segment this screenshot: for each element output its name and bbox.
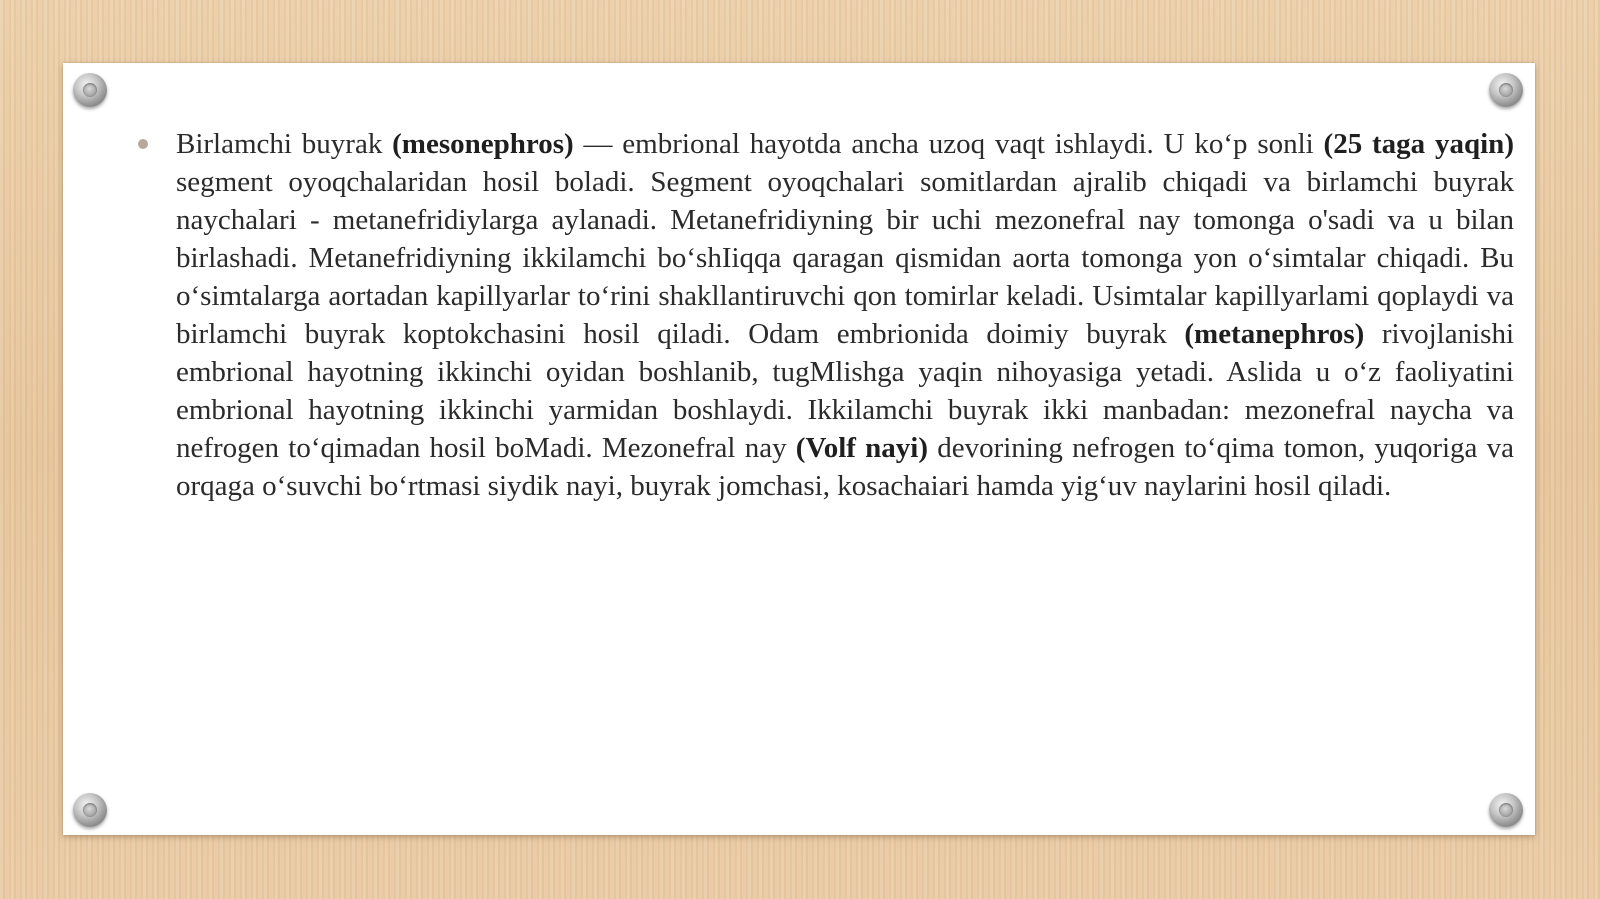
bold-term-volf-nayi: (Volf nayi) (795, 432, 928, 464)
text-segment: rivojlanishi embrional hayotning ikkinchi oyidan boshlanib, tugMlishga yaqin nihoyasiga yetadi. Aslida u o‘z faoliyatini embrional hayotning ikkinchi yarmidan boshlaydi. Ikkilamchi buyrak ikki manbadan: mezonefral naycha va nefrogen to‘qimadan hosil boMadi. Mezonefral nay (176, 318, 1514, 464)
slide-content (176, 125, 1514, 505)
text-segment: devorining nefrogen to‘qima tomon, yuqoriga va orqaga o‘suvchi bo‘rtmasi siydik nayi, buyrak jomchasi, kosachaiari hamda yig‘uv naylarini hosil qiladi. (176, 432, 1514, 502)
text-segment: — embrional hayotda ancha uzoq vaqt ishlaydi. U ko‘p sonli (573, 128, 1324, 160)
bold-term-mesonephros: (mesonephros) (392, 128, 574, 160)
bullet-icon (138, 139, 148, 149)
bold-term-metanephros: (metanephros) (1184, 318, 1365, 350)
bullet-paragraph (176, 125, 1514, 505)
pin-icon-top-left (73, 73, 107, 107)
slide-card (63, 63, 1535, 835)
pin-icon-bottom-right (1489, 793, 1523, 827)
text-segment: Birlamchi buyrak (176, 128, 393, 160)
text-segment: segment oyoqchalaridan hosil boladi. Segment oyoqchalari somitlardan ajralib chiqadi va birlamchi buyrak naychalari - metanefridiylarga aylanadi. Metanefridiyning bir uchi mezonefral nay tomonga o'sadi va u bilan birlashadi. Metanefridiyning ikkilamchi bo‘shIiqqa qaragan qismidan aorta tomonga yon o‘simtalar chiqadi. Bu o‘simtalarga aortadan kapillyarlar to‘rini shakllantiruvchi qon tomirlar keladi. Usimtalar kapillyarlami qoplaydi va birlamchi buyrak koptokchasini hosil qiladi. Odam embrionida doimiy buyrak (176, 166, 1514, 350)
pin-icon-top-right (1489, 73, 1523, 107)
pin-icon-bottom-left (73, 793, 107, 827)
bold-term-count: (25 taga yaqin) (1323, 128, 1514, 160)
